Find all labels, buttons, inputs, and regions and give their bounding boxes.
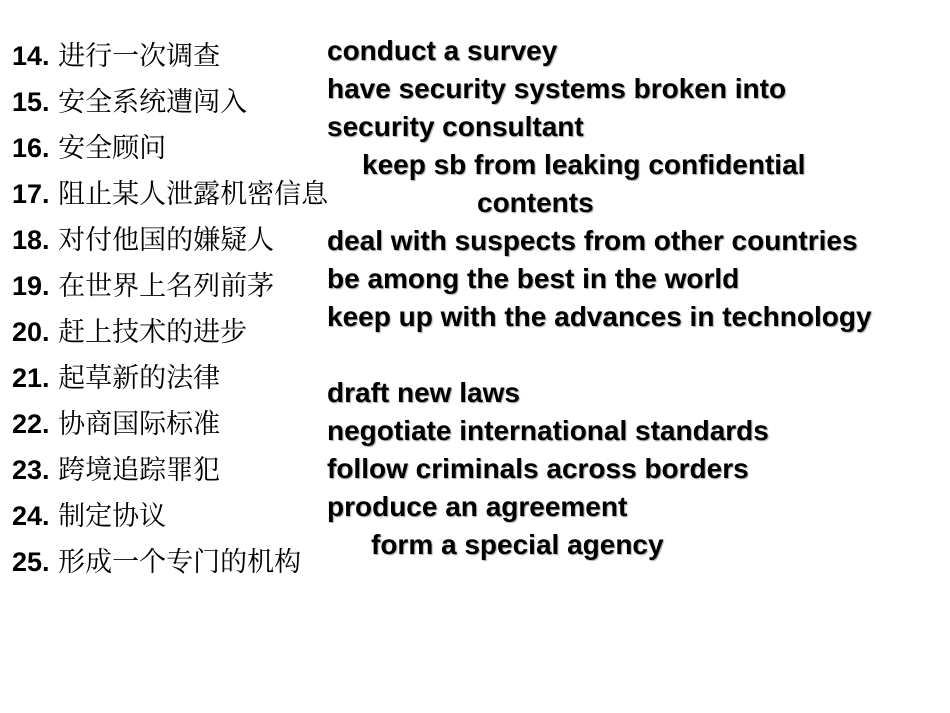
item-number: 20. xyxy=(12,317,50,347)
item-text: 安全系统遭闯入 xyxy=(58,87,248,118)
zh-item-25 xyxy=(12,549,301,576)
item-text: 制定协议 xyxy=(58,501,167,532)
item-number: 16. xyxy=(12,133,50,163)
en-line-form-agency: form a special agency xyxy=(371,529,664,560)
item-text: 协商国际标准 xyxy=(58,409,221,440)
en-line-conduct-survey: conduct a survey xyxy=(327,35,558,66)
en-line-contents: contents xyxy=(477,187,594,218)
item-number: 24. xyxy=(12,501,50,531)
en-line-security-consultant: security consultant xyxy=(327,111,584,142)
en-line-negotiate-standards: negotiate international standards xyxy=(327,415,769,446)
item-text: 跨境追踪罪犯 xyxy=(58,455,221,486)
item-text: 对付他国的嫌疑人 xyxy=(58,225,275,256)
item-text: 起草新的法律 xyxy=(58,363,221,394)
en-line-produce-agreement: produce an agreement xyxy=(327,491,628,522)
en-line-follow-criminals: follow criminals across borders xyxy=(327,453,749,484)
en-line-among-best: be among the best in the world xyxy=(327,263,740,294)
item-text: 形成一个专门的机构 xyxy=(58,547,302,578)
zh-item-20 xyxy=(12,319,247,346)
en-line-keep-up-advances: keep up with the advances in technology xyxy=(327,301,872,332)
en-line-deal-with-suspects: deal with suspects from other countries xyxy=(327,225,858,256)
item-text: 进行一次调查 xyxy=(58,41,221,72)
item-text: 赶上技术的进步 xyxy=(58,317,248,348)
item-number: 19. xyxy=(12,271,50,301)
item-number: 23. xyxy=(12,455,50,485)
item-text: 在世界上名列前茅 xyxy=(58,271,275,302)
item-number: 14. xyxy=(12,41,50,71)
zh-item-24 xyxy=(12,503,166,530)
zh-item-23 xyxy=(12,457,220,484)
zh-item-22 xyxy=(12,411,220,438)
item-text: 安全顾问 xyxy=(58,133,167,164)
zh-item-21 xyxy=(12,365,220,392)
item-number: 21. xyxy=(12,363,50,393)
item-number: 18. xyxy=(12,225,50,255)
en-line-keep-from-leaking: keep sb from leaking confidential xyxy=(362,149,806,180)
zh-item-16 xyxy=(12,135,166,162)
zh-item-19 xyxy=(12,273,274,300)
zh-item-18 xyxy=(12,227,274,254)
zh-item-14 xyxy=(12,43,220,70)
item-number: 25. xyxy=(12,547,50,577)
item-number: 17. xyxy=(12,179,50,209)
item-text: 阻止某人泄露机密信息 xyxy=(58,179,329,210)
en-line-draft-laws: draft new laws xyxy=(327,377,520,408)
en-line-security-broken: have security systems broken into xyxy=(327,73,787,104)
zh-item-15 xyxy=(12,89,247,116)
item-number: 15. xyxy=(12,87,50,117)
zh-item-17 xyxy=(12,181,328,208)
item-number: 22. xyxy=(12,409,50,439)
